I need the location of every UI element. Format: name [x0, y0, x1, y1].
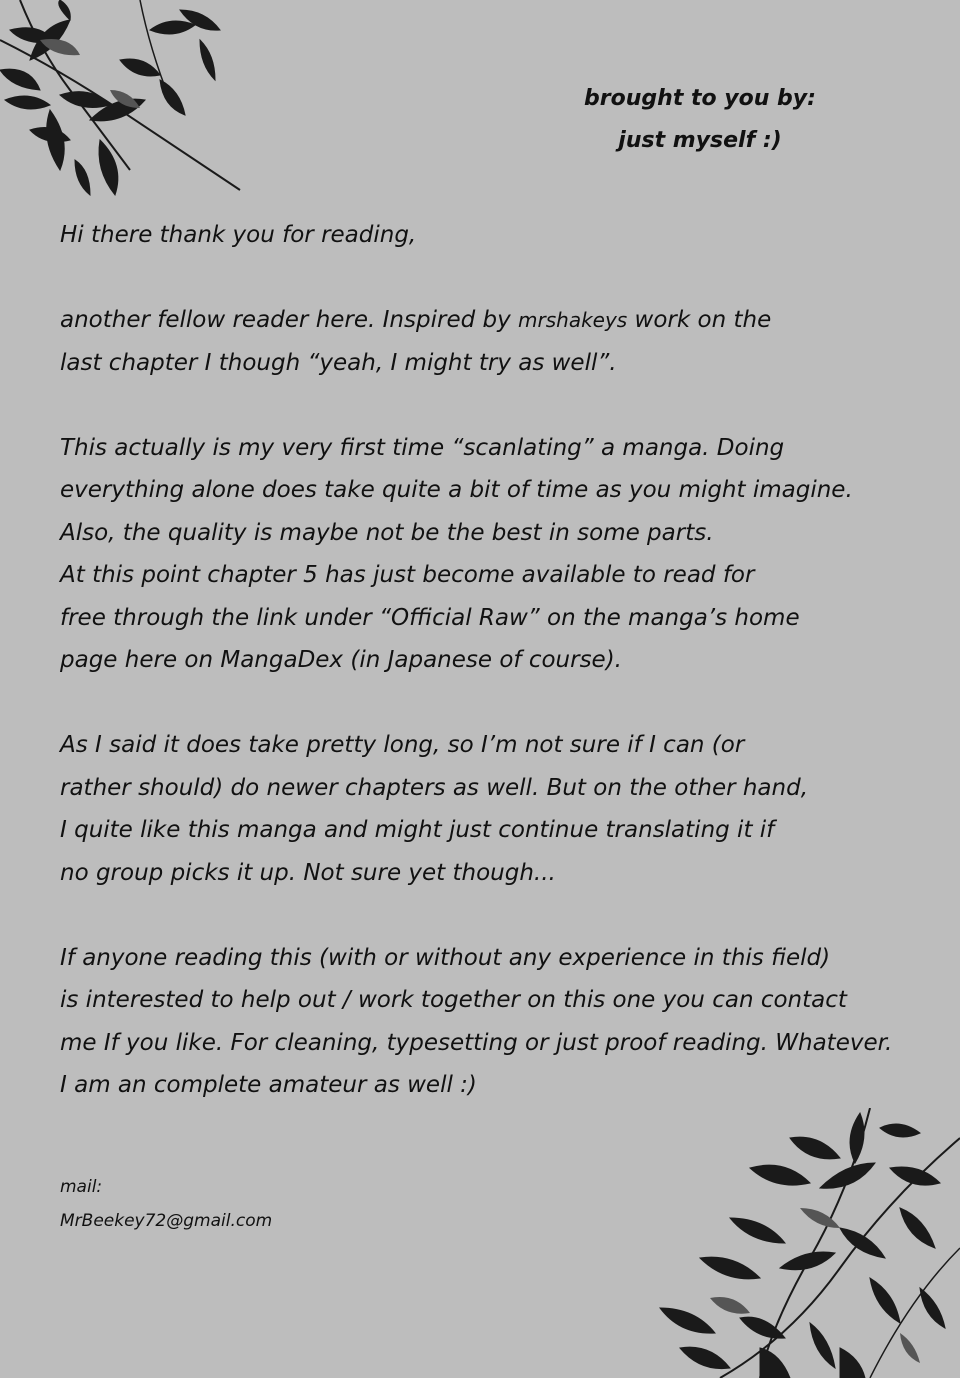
- bamboo-leaves-icon: [640, 1108, 960, 1378]
- para2-line: This actually is my very first time “scanlating” a manga. Doing: [60, 434, 785, 461]
- para3-line: no group picks it up. Not sure yet though...: [60, 859, 556, 886]
- para4-line: me If you like. For cleaning, typesetting or just proof reading. Whatever.: [60, 1029, 893, 1056]
- para2-line: everything alone does take quite a bit of time as you might imagine.: [60, 477, 853, 503]
- para1-line1: [60, 299, 950, 342]
- greeting: Hi there thank you for reading,: [60, 222, 417, 248]
- para2-line: At this point chapter 5 has just become available to read for: [60, 562, 755, 588]
- contact-block: [60, 1170, 272, 1238]
- credit-block: [560, 78, 840, 162]
- email-address[interactable]: MrBeekey72@gmail.com: [60, 1211, 273, 1231]
- bamboo-leaves-icon: [0, 0, 260, 210]
- para3-line: As I said it does take pretty long, so I’m not sure if I can (or: [60, 732, 745, 758]
- para3-line: rather should) do newer chapters as well. But on the other hand,: [60, 774, 809, 801]
- para2-line: page here on MangaDex (in Japanese of course).: [60, 647, 622, 673]
- para1-line1-b: work on the: [627, 307, 772, 333]
- mail-label: mail:: [60, 1177, 103, 1197]
- para2-line: Also, the quality is maybe not be the best in some parts.: [60, 519, 714, 546]
- para4-line: I am an complete amateur as well :): [60, 1072, 477, 1098]
- para2-line: free through the link under “Official Raw” on the manga’s home: [60, 604, 800, 631]
- letter-body: [60, 214, 950, 1107]
- para3-line: I quite like this manga and might just continue translating it if: [60, 817, 775, 843]
- translator-name: mrshakeys: [518, 308, 628, 332]
- credit-title: brought to you by:: [584, 86, 816, 111]
- para4-line: is interested to help out / work together on this one you can contact: [60, 987, 847, 1013]
- para1-line2: last chapter I though “yeah, I might try as well”.: [60, 349, 617, 376]
- para1-line1-a: another fellow reader here. Inspired by: [60, 307, 519, 333]
- para4-line: If anyone reading this (with or without any experience in this field): [60, 944, 831, 971]
- credit-name: just myself :): [618, 128, 782, 153]
